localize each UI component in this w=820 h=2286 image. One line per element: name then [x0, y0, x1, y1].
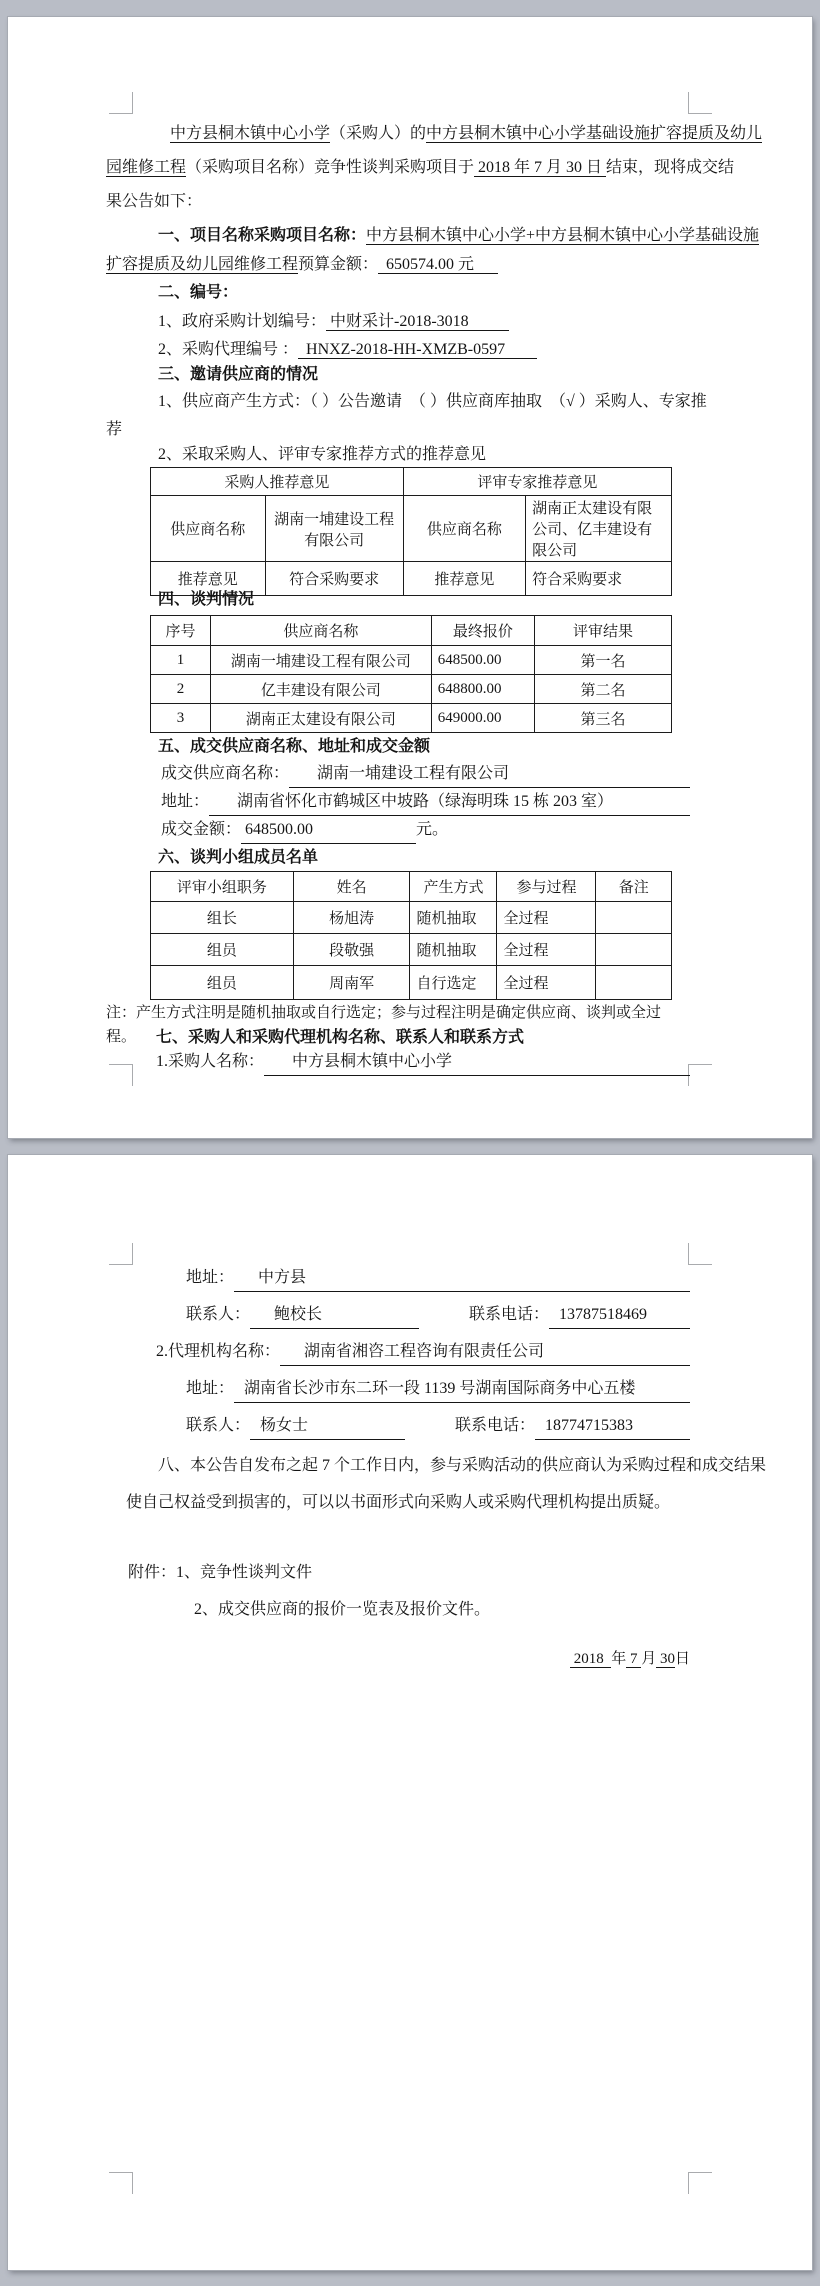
crop-mark-icon [688, 2172, 712, 2194]
purchaser-contact-label: 联系人： [186, 1306, 251, 1323]
note-line: 注：产生方式注明是随机抽取或自行选定；参与过程注明是确定供应商、谈判或全过程。 [106, 1005, 662, 1045]
field-agency-contact [106, 1413, 690, 1440]
deal-amount-unit: 元。 [416, 821, 449, 838]
supplier-address-value: 湖南省怀化市鹤城区中坡路（绿海明珠 15 栋 203 室） [209, 789, 690, 816]
section-2-heading: 二、编号： [158, 284, 239, 301]
negotiation-result-table: 序号 供应商名称 最终报价 评审结果 1 湖南一埔建设工程有限公司 648500.00 第一名 2 亿丰建设有限公司 648800.00 第二名 3 湖南正太建设有限公司 649000.00 第三名 [150, 615, 672, 733]
agency-address-value: 湖南省长沙市东二环一段 1139 号湖南国际商务中心五楼 [234, 1376, 690, 1403]
supplier-address-label: 地址： [161, 793, 210, 810]
purchaser-contact-value: 鲍校长 [250, 1302, 419, 1329]
signature-date: 2018 年 7 月 30日 [569, 1651, 690, 1667]
field-supplier-address [106, 789, 690, 816]
supplier-name-value: 湖南一埔建设工程有限公司 [289, 761, 690, 788]
agency-contact-value: 杨女士 [250, 1413, 405, 1440]
purchaser-name-value: 中方县桐木镇中心小学 [264, 1049, 690, 1076]
section-8-paragraph: 八、本公告自发布之起 7 个工作日内，参与采购活动的供应商认为采购过程和成交结果 使自己权益受到损害的，可以以书面形式向采购人或采购代理机构提出质疑。 [126, 1457, 767, 1511]
section-4-heading: 四、谈判情况 [158, 591, 255, 608]
supplier-name-label: 成交供应商名称： [161, 765, 290, 782]
crop-mark-icon [688, 1243, 712, 1265]
supplier-origin-line: 1、供应商产生方式：（ ）公告邀请 （ ）供应商库抽取 （√ ）采购人、专家推 荐 [106, 393, 707, 438]
section-6-heading: 六、谈判小组成员名单 [158, 849, 319, 866]
crop-mark-icon [688, 92, 712, 114]
recommendation-table: 采购人推荐意见 评审专家推荐意见 供应商名称 湖南一埔建设工程有限公司 供应商名称 湖南正太建设有限公司、亿丰建设有限公司 推荐意见 符合采购要求 推荐意见 符合采购要求 [150, 467, 672, 596]
recommendation-intro-line: 2、采取采购人、评审专家推荐方式的推荐意见 [158, 446, 487, 463]
field-purchaser-name [106, 1049, 690, 1076]
negotiation-panel-table: 评审小组职务 姓名 产生方式 参与过程 备注 组长 杨旭涛 随机抽取 全过程 组员 段敬强 随机抽取 全过程 组员 周南军 自行选定 全过程 [150, 871, 672, 1000]
purchaser-name-label: 1.采购人名称： [156, 1053, 265, 1070]
agency-phone-value: 18774715383 [535, 1413, 690, 1440]
crop-mark-icon [109, 1243, 133, 1265]
field-agency-name [106, 1339, 690, 1366]
agency-name-value: 湖南省湘咨工程咨询有限责任公司 [280, 1339, 690, 1366]
field-supplier-name [106, 761, 690, 788]
field-purchaser-contact [106, 1302, 690, 1329]
attachment-line-2: 2、成交供应商的报价一览表及报价文件。 [194, 1601, 491, 1618]
purchaser-address-value: 中方县 [234, 1265, 690, 1292]
agency-name-label: 2.代理机构名称： [156, 1343, 281, 1360]
deal-amount-label: 成交金额： [161, 821, 242, 838]
field-purchaser-address [106, 1265, 690, 1292]
field-deal-amount [106, 817, 690, 844]
section-5-heading: 五、成交供应商名称、地址和成交金额 [158, 738, 431, 755]
crop-mark-icon [109, 2172, 133, 2194]
document-page-1 [8, 17, 812, 1138]
section-3-heading: 三、邀请供应商的情况 [158, 366, 319, 383]
attachment-line-1: 附件：1、竞争性谈判文件 [128, 1564, 313, 1581]
section-7-heading: 七、采购人和采购代理机构名称、联系人和联系方式 [156, 1029, 525, 1046]
deal-amount-value: 648500.00 [241, 817, 416, 844]
purchaser-address-label: 地址： [186, 1269, 235, 1286]
intro-paragraph: 中方县桐木镇中心小学（采购人）的中方县桐木镇中心小学基础设施扩容提质及幼儿 园维修工程（采购项目名称）竞争性谈判采购项目于 2018 年 7 月 30 日 结束，现将成交结 果公告如下： [106, 125, 763, 210]
section-1-project-name: 一、项目名称采购项目名称：中方县桐木镇中心小学+中方县桐木镇中心小学基础设施 扩容提质及幼儿园维修工程预算金额： 650574.00 元 [106, 227, 760, 273]
purchaser-phone-value: 13787518469 [549, 1302, 690, 1329]
field-agency-address [106, 1376, 690, 1403]
section-2-numbers: 1、政府采购计划编号： 中财采计-2018-3018 2、采购代理编号 ： HNXZ-2018-HH-XMZB-0597 [158, 313, 538, 358]
agency-address-label: 地址： [186, 1380, 235, 1397]
purchaser-phone-label: 联系电话： [469, 1306, 550, 1323]
document-page-2 [8, 1155, 812, 2270]
agency-contact-label: 联系人： [186, 1417, 251, 1434]
crop-mark-icon [109, 92, 133, 114]
crop-mark-icon [688, 1064, 712, 1086]
agency-phone-label: 联系电话： [455, 1417, 536, 1434]
